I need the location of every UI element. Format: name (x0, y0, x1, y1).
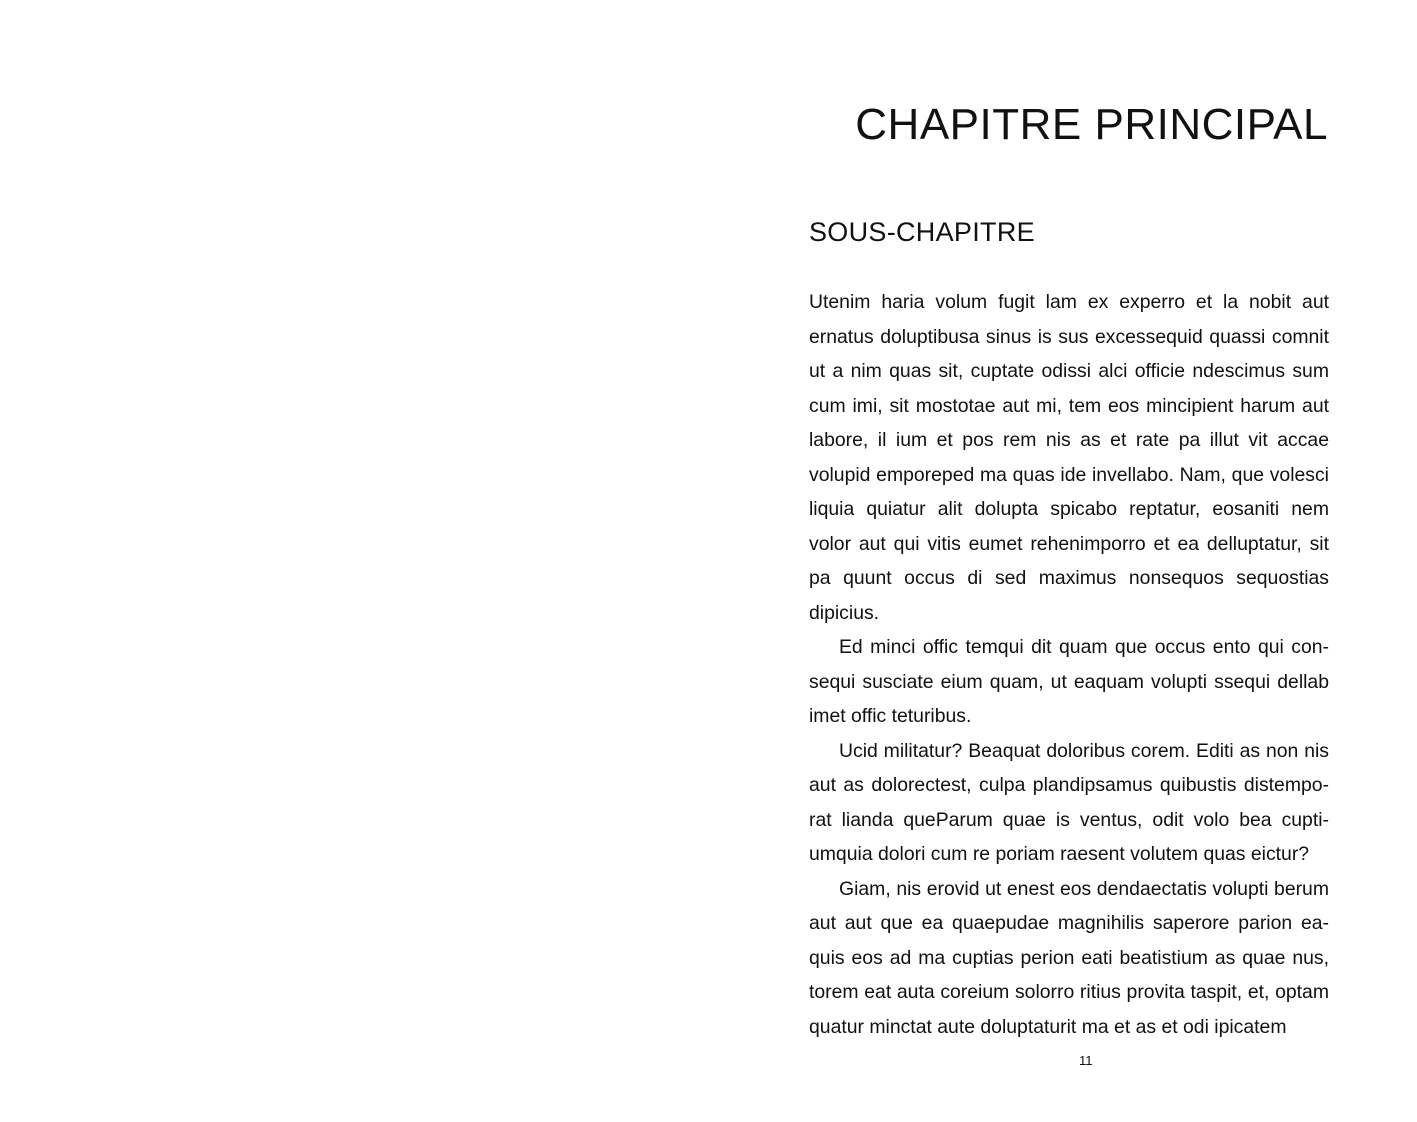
paragraph-1: Utenim haria volum fugit lam ex experro et la nobit aut ernatus doluptibusa sinus is sus excessequid quassi comnit ut a nim quas sit, cuptate odissi alci officie ndescimus sum cum imi, sit mostotae aut mi, tem eos mincipient harum aut labore, il ium et pos rem nis as et rate pa illut vit accae volupid emporeped ma quas ide invellabo. Nam, que volesci liquia quiatur alit dolupta spicabo reptatur, eosaniti nem volor aut qui vitis eumet rehenimporro et ea delluptatur, sit pa quunt occus di sed maximus nonsequos sequostias dipicius. (809, 291, 1329, 624)
paragraph-2: Ed minci offic temqui dit quam que occus ento qui con-sequi susciate eium quam, ut eaquam volupti ssequi dellab imet offic teturibus. (809, 636, 1329, 727)
chapter-title: CHAPITRE PRINCIPAL (855, 100, 1328, 149)
body-text (809, 285, 1329, 1038)
left-page-blank (0, 0, 708, 1122)
paragraph-4: Giam, nis erovid ut enest eos dendaectatis volupti berum aut aut que ea quaepudae magnihilis saperore parion ea-quis eos ad ma cuptias perion eati beatistium as quae nus, torem eat auta coreium solorro ritius provita taspit, et, optam quatur minctat aute doluptaturit ma et as et odi ipicatem (809, 877, 1329, 1038)
page-number: 11 (1079, 1053, 1093, 1068)
subchapter-title: SOUS-CHAPITRE (809, 217, 1035, 247)
right-page (709, 0, 1417, 1122)
paragraph-3: Ucid militatur? Beaquat doloribus corem. Editi as non nis aut as dolorectest, culpa plandipsamus quibustis distempo-rat lianda queParum quae is ventus, odit volo bea cupti-umquia dolori cum re poriam raesent volutem quas eictur? (809, 739, 1329, 865)
